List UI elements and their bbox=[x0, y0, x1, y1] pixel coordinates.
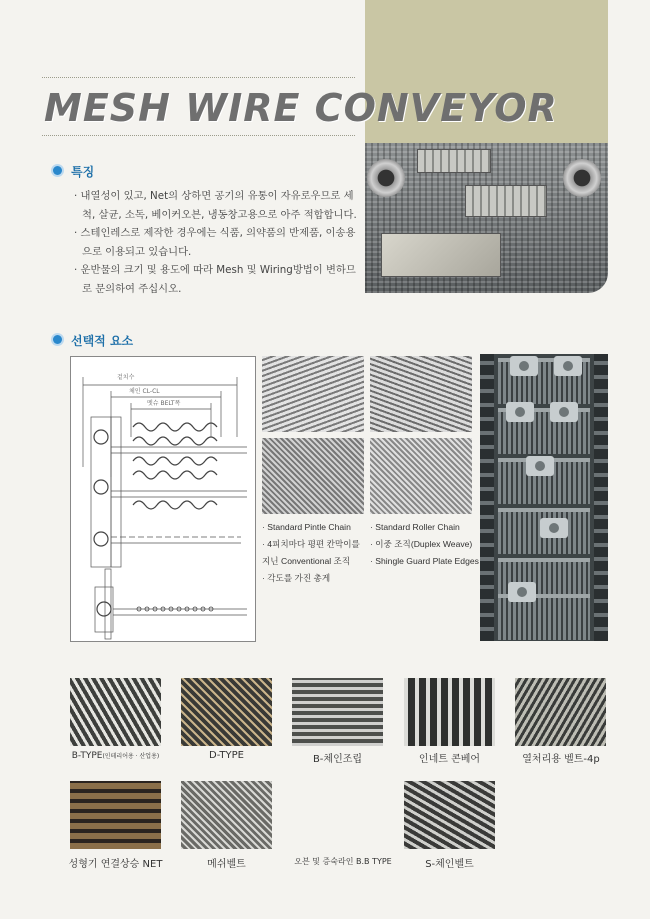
guard-plate bbox=[540, 518, 568, 538]
heat-treatment-belt-swatch bbox=[515, 678, 606, 746]
forming-machine-net-swatch bbox=[70, 781, 161, 849]
svg-text:겉치수: 겉치수 bbox=[117, 374, 135, 381]
diagram-drawing bbox=[71, 357, 255, 641]
caption-roller-chain: · Standard Roller Chain bbox=[370, 519, 460, 536]
tray bbox=[465, 185, 547, 217]
belt-width-diagram bbox=[70, 356, 256, 642]
caption-divider: · 4피치마다 평편 칸막이를 bbox=[262, 536, 360, 553]
conventional-weave-photo bbox=[262, 438, 364, 514]
options-heading: 선택적 요소 bbox=[71, 334, 134, 348]
plate bbox=[381, 233, 501, 277]
divider-bottom bbox=[42, 135, 355, 136]
guard-plate bbox=[554, 356, 582, 376]
oven-bb-type-label: 오븐 및 증숙라인 B.B TYPE bbox=[294, 857, 392, 866]
d-type-swatch bbox=[181, 678, 272, 746]
s-chain-belt-swatch bbox=[404, 781, 495, 849]
svg-text:멧슈 BELT폭: 멧슈 BELT폭 bbox=[147, 400, 181, 407]
mesh-belt-label: 메쉬벨트 bbox=[207, 859, 246, 870]
feature-item: · 운반물의 크기 및 용도에 따라 Mesh 및 Wiring방법이 변하므로 문의하여 주십시오. bbox=[74, 261, 360, 298]
conveyor-hero-photo bbox=[365, 143, 608, 293]
inet-conveyor-label: 인네트 콘베어 bbox=[418, 754, 481, 765]
features-heading: 특징 bbox=[71, 165, 95, 179]
svg-text:체인 CL-CL: 체인 CL-CL bbox=[129, 388, 160, 395]
features-list bbox=[74, 187, 360, 298]
options-bullet-icon bbox=[53, 335, 62, 344]
tray bbox=[417, 149, 491, 173]
caption-conventional: 지닌 Conventional 조직 bbox=[262, 556, 351, 566]
guard-plate bbox=[526, 456, 554, 476]
guard-plate bbox=[510, 356, 538, 376]
b-type-label bbox=[70, 751, 161, 761]
inet-conveyor-swatch bbox=[404, 678, 495, 746]
caption-pintle-chain: · Standard Pintle Chain bbox=[262, 519, 351, 536]
forming-machine-net-label: 성형기 연결상승 NET bbox=[68, 859, 163, 870]
page-title: MESH WIRE CONVEYOR bbox=[44, 86, 558, 130]
d-type-label: D-TYPE bbox=[209, 750, 244, 761]
caption-duplex-weave: · 이중 조직(Duplex Weave) bbox=[370, 536, 472, 553]
s-chain-belt-label: S-체인벨트 bbox=[425, 859, 474, 870]
caption-angled-flight: · 각도를 가진 총게 bbox=[262, 570, 330, 587]
flight-conveyor-photo bbox=[480, 354, 608, 641]
roller-right bbox=[563, 159, 601, 197]
b-chain-label: B-체인조립 bbox=[312, 754, 363, 765]
heat-treatment-belt-label: 열처리용 벨트-4p bbox=[522, 754, 600, 765]
caption-shingle-guard: · Shingle Guard Plate Edges bbox=[370, 553, 479, 570]
chain-rail-right bbox=[594, 354, 608, 641]
duplex-weave-photo bbox=[370, 438, 472, 514]
feature-item: · 내열성이 있고, Net의 상하면 공기의 유통이 자유로우므로 세척, 살균, 소독, 베이커오븐, 냉동창고용으로 아주 적합합니다. bbox=[74, 187, 360, 224]
features-bullet-icon bbox=[53, 166, 62, 175]
roller-chain-photo bbox=[370, 356, 472, 432]
roller-left bbox=[367, 159, 405, 197]
pintle-chain-photo bbox=[262, 356, 364, 432]
b-chain-swatch bbox=[292, 678, 383, 746]
guard-plate bbox=[508, 582, 536, 602]
guard-plate bbox=[506, 402, 534, 422]
mesh-belt-swatch bbox=[181, 781, 272, 849]
divider-top bbox=[42, 77, 355, 78]
chain-rail-left bbox=[480, 354, 494, 641]
b-type-swatch bbox=[70, 678, 161, 746]
b-type-usage: (인테리어용 · 산업용) bbox=[102, 753, 160, 760]
guard-plate bbox=[550, 402, 578, 422]
b-type-name: B-TYPE bbox=[71, 751, 103, 761]
feature-item: · 스테인레스로 제작한 경우에는 식품, 의약품의 반제품, 이송용으로 이용되고 있습니다. bbox=[74, 224, 360, 261]
